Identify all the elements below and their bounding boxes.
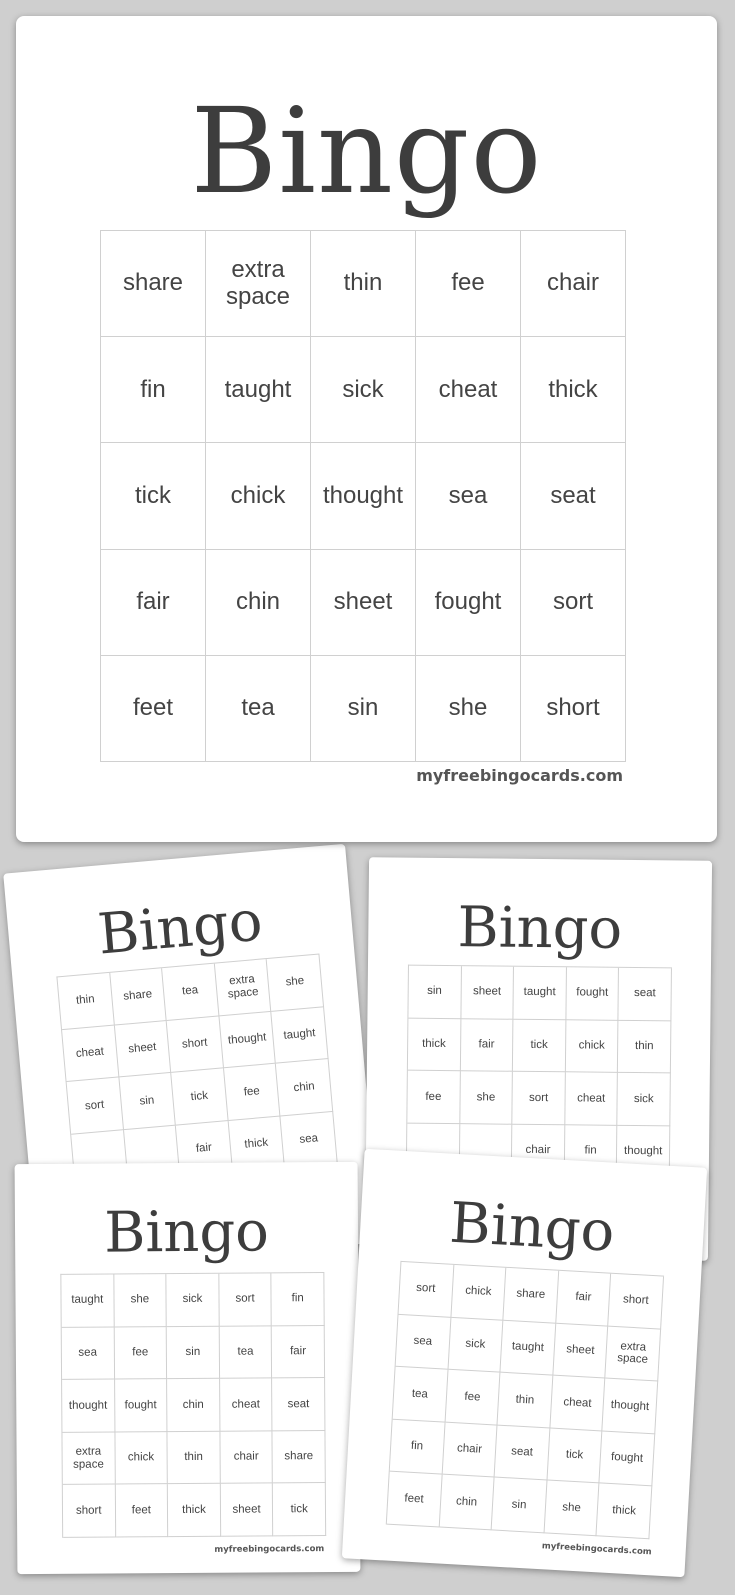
bingo-cell: share (504, 1268, 559, 1323)
bingo-cell: taught (272, 1007, 329, 1064)
bingo-cell: thick (228, 1116, 285, 1173)
bingo-cell: thick (408, 1018, 461, 1071)
bingo-cell: she (544, 1481, 599, 1536)
bingo-cell: thick (597, 1484, 652, 1539)
bingo-cell: fin (272, 1273, 325, 1326)
bingo-cell: share (110, 968, 167, 1025)
bingo-cell: cheat (62, 1025, 119, 1082)
bingo-card-preview-4[interactable] (342, 1149, 707, 1578)
bingo-cell: taught (514, 967, 567, 1020)
bingo-cell: she (416, 656, 521, 762)
bingo-cell: sea (62, 1327, 115, 1380)
bingo-grid (60, 1272, 326, 1538)
bingo-cell: sick (167, 1274, 220, 1327)
bingo-cell: seat (619, 968, 672, 1021)
bingo-cell: cheat (550, 1376, 605, 1431)
bingo-cell: sick (618, 1073, 671, 1126)
bingo-cell: tea (162, 964, 219, 1021)
bingo-cell: taught (61, 1275, 114, 1328)
bingo-cell: chick (451, 1265, 506, 1320)
bingo-cell: sin (408, 966, 461, 1019)
bingo-cell: taught (501, 1320, 556, 1375)
bingo-cell: chair (220, 1431, 273, 1484)
bingo-cell: cheat (565, 1072, 618, 1125)
bingo-cell: extra space (606, 1326, 661, 1381)
bingo-cell: seat (495, 1425, 550, 1480)
bingo-cell: sheet (114, 1021, 171, 1078)
bingo-cell: tick (171, 1068, 228, 1125)
bingo-cell: chair (521, 231, 626, 337)
bingo-cell: thick (521, 337, 626, 443)
bingo-cell: chair (442, 1422, 497, 1477)
bingo-cell: chin (167, 1379, 220, 1432)
bingo-cell: sheet (221, 1484, 274, 1537)
bingo-cell: fair (101, 550, 206, 656)
bingo-cell: thought (219, 1011, 276, 1068)
bingo-cell: seat (521, 443, 626, 549)
bingo-cell: thick (168, 1484, 221, 1537)
bingo-cell: fin (390, 1420, 445, 1475)
bingo-cell: fee (407, 1071, 460, 1124)
bingo-cell: sheet (553, 1323, 608, 1378)
bingo-cell: fought (115, 1379, 168, 1432)
bingo-cell: she (267, 954, 324, 1011)
bingo-cell: fought (416, 550, 521, 656)
bingo-cell: sort (67, 1078, 124, 1135)
bingo-cell: thought (617, 1126, 670, 1179)
bingo-cell: chick (206, 443, 311, 549)
bingo-cell: extra space (215, 959, 272, 1016)
bingo-cell: fee (114, 1327, 167, 1380)
site-watermark: myfreebingocards.com (541, 1541, 652, 1558)
bingo-cell: fair (556, 1271, 611, 1326)
bingo-cell: sea (416, 443, 521, 549)
bingo-cell: fee (416, 231, 521, 337)
bingo-cell: chick (115, 1432, 168, 1485)
bingo-cell: feet (387, 1472, 442, 1527)
bingo-cell: fee (224, 1064, 281, 1121)
bingo-cell: cheat (416, 337, 521, 443)
bingo-cell: sin (167, 1326, 220, 1379)
bingo-cell: feet (101, 656, 206, 762)
bingo-cell: sin (311, 656, 416, 762)
bingo-cell: chick (566, 1020, 619, 1073)
bingo-cell: tea (393, 1367, 448, 1422)
site-watermark: myfreebingocards.com (214, 1544, 325, 1555)
bingo-cell: tea (220, 1326, 273, 1379)
bingo-cell: fin (565, 1125, 618, 1178)
bingo-cell: fair (272, 1326, 325, 1379)
bingo-cell: short (609, 1274, 664, 1329)
bingo-cell: short (521, 656, 626, 762)
bingo-cell: sick (311, 337, 416, 443)
bingo-cell: short (63, 1485, 116, 1538)
bingo-cell: thin (311, 231, 416, 337)
bingo-cell: sort (219, 1273, 272, 1326)
bingo-cell: tick (273, 1483, 326, 1536)
bingo-grid (100, 230, 626, 762)
bingo-cell: extra space (62, 1432, 115, 1485)
bingo-cell: fair (176, 1121, 233, 1178)
bingo-cell: sea (396, 1314, 451, 1369)
bingo-cell: seat (272, 1378, 325, 1431)
bingo-cell: thin (498, 1373, 553, 1428)
bingo-cell: chair (512, 1125, 565, 1178)
card-title: Bingo (190, 82, 543, 220)
bingo-cell: short (167, 1016, 224, 1073)
bingo-cell: share (273, 1431, 326, 1484)
bingo-cell: tick (513, 1019, 566, 1072)
bingo-cell: thought (603, 1379, 658, 1434)
bingo-grid (386, 1261, 664, 1539)
bingo-cell: sheet (311, 550, 416, 656)
bingo-cell: share (101, 231, 206, 337)
bingo-card-main (16, 16, 717, 842)
bingo-cell: thought (62, 1380, 115, 1433)
card-title: Bingo (95, 888, 265, 968)
bingo-cell: chin (206, 550, 311, 656)
bingo-cell: fair (460, 1019, 513, 1072)
bingo-cell: tea (206, 656, 311, 762)
bingo-cell: fin (101, 337, 206, 443)
bingo-cell: sin (119, 1073, 176, 1130)
bingo-cell: she (114, 1274, 167, 1327)
bingo-cell: fought (566, 967, 619, 1020)
site-watermark: myfreebingocards.com (416, 766, 623, 785)
bingo-cell: thin (618, 1020, 671, 1073)
card-title: Bingo (448, 1190, 617, 1265)
bingo-cell: cheat (220, 1379, 273, 1432)
bingo-cell: chin (439, 1475, 494, 1530)
bingo-cell: thin (168, 1432, 221, 1485)
bingo-cell: sheet (461, 966, 514, 1019)
card-title: Bingo (457, 895, 623, 962)
bingo-cell: sort (399, 1262, 454, 1317)
bingo-cell: tick (101, 443, 206, 549)
card-title: Bingo (103, 1199, 270, 1266)
bingo-cell: fought (600, 1431, 655, 1486)
bingo-cell: chin (276, 1059, 333, 1116)
bingo-cell: sea (281, 1112, 338, 1169)
bingo-cell: sort (512, 1072, 565, 1125)
bingo-cell: taught (206, 337, 311, 443)
bingo-card-preview-3[interactable] (15, 1162, 361, 1574)
bingo-cell: thin (57, 973, 114, 1030)
bingo-cell: feet (115, 1485, 168, 1538)
bingo-cell: fee (445, 1370, 500, 1425)
bingo-cell: sin (492, 1478, 547, 1533)
bingo-cell: extra space (206, 231, 311, 337)
bingo-cell: sort (521, 550, 626, 656)
bingo-cell: thought (311, 443, 416, 549)
bingo-cell: tick (547, 1428, 602, 1483)
bingo-cell: she (460, 1071, 513, 1124)
bingo-cell: sick (448, 1317, 503, 1372)
